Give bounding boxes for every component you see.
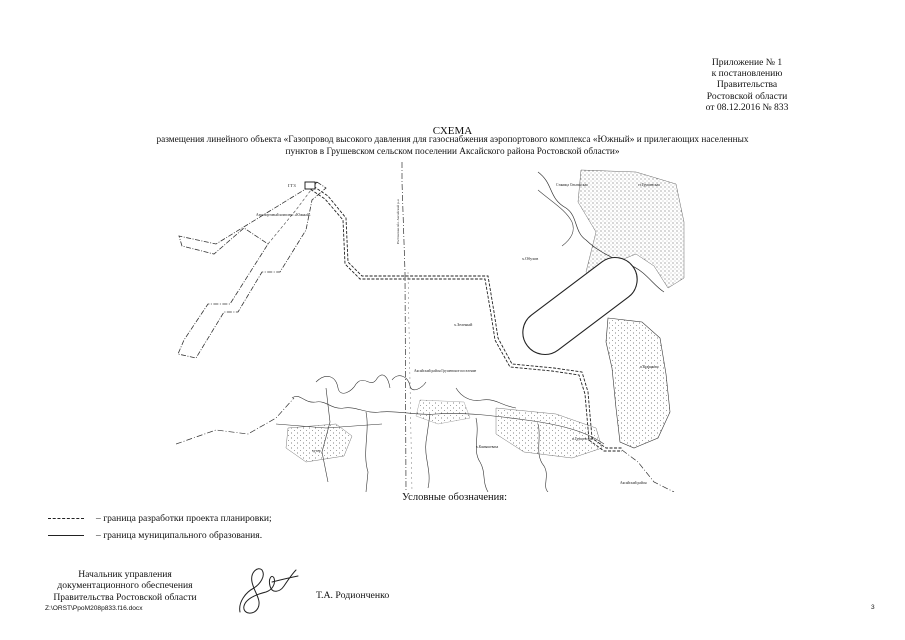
dashed-line-symbol: [48, 518, 84, 519]
signer-block: [46, 569, 204, 603]
settlement-lower-left: [286, 424, 352, 462]
label-village-bottom: х.Камышеваха: [476, 445, 499, 449]
label-town-top: Станица Ольгинская: [556, 183, 588, 187]
label-obukhov: х.Обухов: [522, 256, 539, 261]
settlement-right: [606, 318, 670, 448]
label-road-vertical: Ростовская обл. Аксайский р-н: [396, 199, 400, 244]
municipal-boundary-lower: [176, 398, 294, 444]
appendix-block: [667, 57, 827, 113]
legend-item-text: – граница разработки проекта планировки;: [96, 513, 272, 524]
page-number: 3: [871, 604, 875, 611]
settlement-lower-mid: [496, 408, 602, 458]
label-top-right: ст.Грушевская: [638, 183, 660, 187]
appendix-line: Правительства: [716, 79, 778, 91]
label-grs: ГГЗ: [288, 183, 296, 188]
legend-item-solid: [48, 530, 262, 541]
appendix-line: к постановлению: [711, 68, 783, 80]
label-zelenyi: х.Зеленый: [454, 322, 473, 327]
legend-title: Условные обозначения:: [402, 492, 508, 503]
document-subtitle: размещения линейного объекта «Газопровод высокого давления для газоснабжения аэропортового комплекса «Южный» и прилегающих населенных пунктов в Грушевском сельском поселении Аксайского района Ростовской области»: [156, 135, 749, 157]
label-right-settlement: п.Кудряково: [640, 365, 659, 369]
file-path: Z:\ORST\PpoM208p833.f16.docx: [45, 605, 143, 612]
legend-item-text: – граница муниципального образования.: [96, 530, 263, 541]
district-road: [402, 162, 406, 492]
scheme-map: [176, 162, 688, 492]
municipal-boundary-right: [622, 450, 674, 492]
label-bottom-settlement: п.Грушевский: [572, 437, 594, 441]
appendix-line: Приложение № 1: [711, 57, 783, 68]
signer-position-line: Начальник управления: [78, 569, 172, 580]
settlement-lower-small: [416, 400, 470, 424]
label-district: Аксайский район Грушевское поселение: [414, 369, 477, 373]
handwritten-signature: [232, 562, 304, 618]
signer-name: Т.А. Родионченко: [316, 590, 390, 601]
document-title: СХЕМА: [432, 125, 473, 137]
appendix-line: от 08.12.2016 № 833: [705, 101, 789, 113]
grs-marker: [305, 182, 315, 189]
airport-boundary: [178, 182, 326, 358]
signer-position-line: Правительства Ростовской области: [53, 591, 197, 603]
label-bottom-right: Аксайский район: [620, 481, 647, 485]
solid-line-symbol: [48, 535, 84, 536]
legend-item-dashed: [48, 513, 272, 524]
label-airport: Аэропортовый комплекс «Южный»: [256, 213, 311, 217]
label-lower-left: хутор: [312, 449, 321, 453]
signer-position-line: документационного обеспечения: [57, 580, 193, 592]
appendix-line: Ростовской области: [706, 90, 788, 102]
